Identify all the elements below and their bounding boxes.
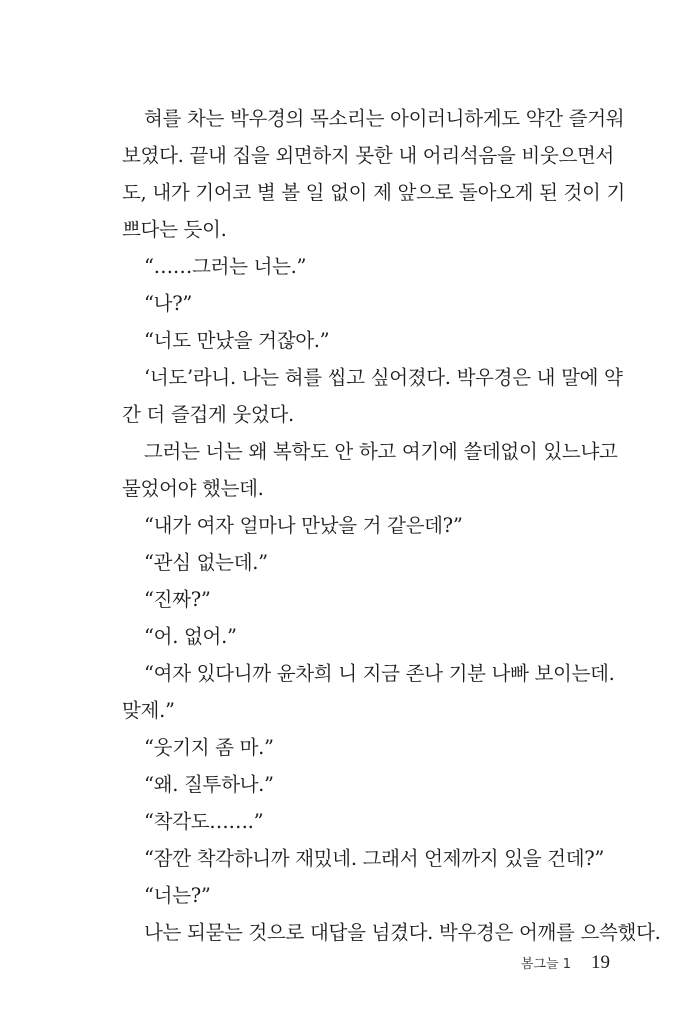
- paragraph-line: 나는 되묻는 것으로 대답을 넘겼다. 박우경은 어깨를 으쓱했다.: [144, 921, 661, 944]
- paragraph-line: ‘너도’라니. 나는 혀를 씹고 싶어졌다. 박우경은 내 말에 약: [144, 366, 623, 389]
- paragraph-continuation-line: 물었어야 했는데.: [122, 477, 264, 500]
- paragraph-line: “여자 있다니까 윤차희 니 지금 존나 기분 나빠 보이는데.: [144, 662, 615, 685]
- paragraph-line: “웃기지 좀 마.”: [144, 736, 274, 759]
- running-title: 봄그늘 1: [520, 957, 571, 972]
- paragraph-continuation-line: 도, 내가 기어코 별 볼 일 없이 제 앞으로 돌아오게 된 것이 기: [122, 181, 626, 204]
- paragraph-line: “……그러는 너는.”: [144, 255, 307, 278]
- paragraph-line: “잠깐 착각하니까 재밌네. 그래서 언제까지 있을 건데?”: [144, 847, 605, 870]
- paragraph-line: “너는?”: [144, 884, 211, 907]
- paragraph-continuation-line: 쁘다는 듯이.: [122, 218, 227, 241]
- paragraph-line: 그러는 너는 왜 복학도 안 하고 여기에 쓸데없이 있느냐고: [144, 440, 618, 463]
- paragraph-line: “왜. 질투하나.”: [144, 773, 274, 796]
- paragraph-continuation-line: 보였다. 끝내 집을 외면하지 못한 내 어리석음을 비웃으면서: [122, 144, 615, 167]
- paragraph-line: “어. 없어.”: [144, 625, 237, 648]
- body-text: [122, 100, 661, 951]
- paragraph-continuation-line: 간 더 즐겁게 웃었다.: [122, 403, 294, 426]
- paragraph-line: 혀를 차는 박우경의 목소리는 아이러니하게도 약간 즐거워: [144, 107, 625, 130]
- paragraph-continuation-line: 맞제.”: [122, 699, 175, 722]
- page-number: 19: [591, 952, 610, 973]
- paragraph-line: “관심 없는데.”: [144, 551, 268, 574]
- paragraph-line: “나?”: [144, 292, 193, 315]
- paragraph-line: “착각도…….”: [144, 810, 264, 833]
- paragraph-line: “진짜?”: [144, 588, 211, 611]
- page-footer: [521, 952, 610, 974]
- paragraph-line: “내가 여자 얼마나 만났을 거 같은데?”: [144, 514, 463, 537]
- paragraph-line: “너도 만났을 거잖아.”: [144, 329, 330, 352]
